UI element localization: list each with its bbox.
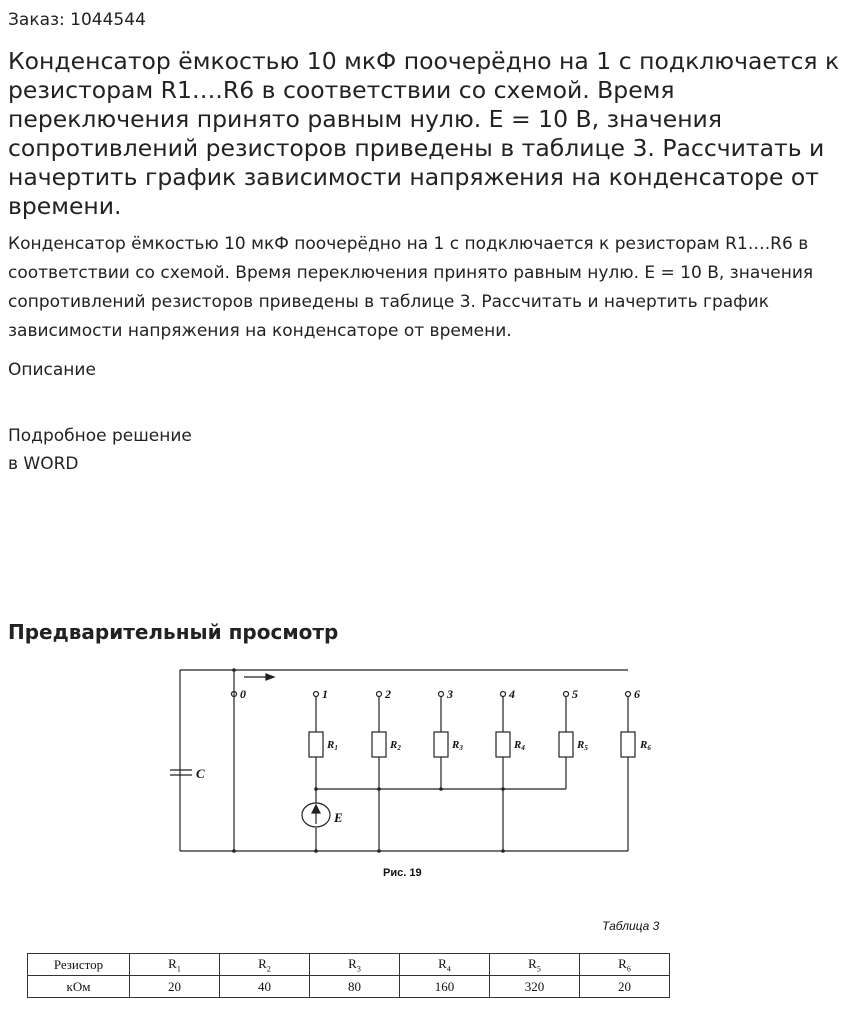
table-caption: Таблица 3 [602, 919, 660, 933]
resistor-label-6: R6 [640, 739, 651, 752]
node-label-1: 1 [322, 687, 328, 701]
resistor-label-3: R3 [452, 739, 463, 752]
table-cell: 40 [220, 976, 310, 998]
solution-line-1: Подробное решение [8, 426, 192, 446]
capacitor-label: C [196, 766, 205, 781]
resistor-r6 [621, 732, 635, 757]
node-label-3: 3 [447, 687, 453, 701]
solution-line-2: в WORD [8, 454, 79, 474]
resistor-label-5: R5 [577, 739, 588, 752]
table-cell: 20 [130, 976, 220, 998]
resistor-r4 [496, 732, 510, 757]
circuit-diagram [0, 655, 847, 865]
resistor-r3 [434, 732, 448, 757]
source-label: E [334, 810, 343, 825]
preview-title: Предварительный просмотр [8, 620, 339, 644]
resistor-label-2: R2 [390, 739, 401, 752]
order-number: Заказ: 1044544 [8, 10, 146, 30]
terminal-2 [377, 692, 382, 697]
table-cell: $R_3$ [310, 954, 400, 976]
resistor-r2 [372, 732, 386, 757]
table-cell: 160 [400, 976, 490, 998]
node-label-2: 2 [385, 687, 391, 701]
table-header-resistor: Резистор [28, 954, 130, 976]
terminal-1 [314, 692, 319, 697]
solution-note [8, 422, 192, 478]
table-cell: 80 [310, 976, 400, 998]
terminal-3 [439, 692, 444, 697]
resistor-r5 [559, 732, 573, 757]
table-cell: $R_5$ [490, 954, 580, 976]
resistor-r1 [309, 732, 323, 757]
table-row [28, 976, 670, 998]
node-label-0: 0 [240, 687, 246, 701]
terminal-4 [501, 692, 506, 697]
node-label-5: 5 [572, 687, 578, 701]
table-cell: $R_6$ [580, 954, 670, 976]
resistor-table [27, 953, 670, 998]
task-title: Конденсатор ёмкостью 10 мкФ поочерёдно на 1 с подключается к резисторам R1….R6 в соответствии со схемой. Время переключения принято равным нулю. E = 10 В, значения сопротивлений резисторов приведены в таблице 3. Рассчитать и начертить график зависимости напряжения на конденсаторе от времени. [8, 47, 840, 220]
table-cell: $R_2$ [220, 954, 310, 976]
table-cell: 20 [580, 976, 670, 998]
terminal-6 [626, 692, 631, 697]
table-cell: 320 [490, 976, 580, 998]
figure-caption: Рис. 19 [383, 867, 422, 879]
resistor-label-4: R4 [514, 739, 525, 752]
table-cell: $R_1$ [130, 954, 220, 976]
terminal-5 [564, 692, 569, 697]
resistor-label-1: R1 [327, 739, 338, 752]
description-label: Описание [8, 360, 96, 380]
table-header-unit: кОм [28, 976, 130, 998]
node-label-4: 4 [509, 687, 515, 701]
node-label-6: 6 [634, 687, 640, 701]
table-row [28, 954, 670, 976]
table-cell: $R_4$ [400, 954, 490, 976]
task-description: Конденсатор ёмкостью 10 мкФ поочерёдно на 1 с подключается к резисторам R1….R6 в соответствии со схемой. Время переключения принято равным нулю. E = 10 В, значения сопротивлений резисторов приведены в таблице 3. Рассчитать и начертить график зависимости напряжения на конденсаторе от времени. [8, 234, 814, 341]
